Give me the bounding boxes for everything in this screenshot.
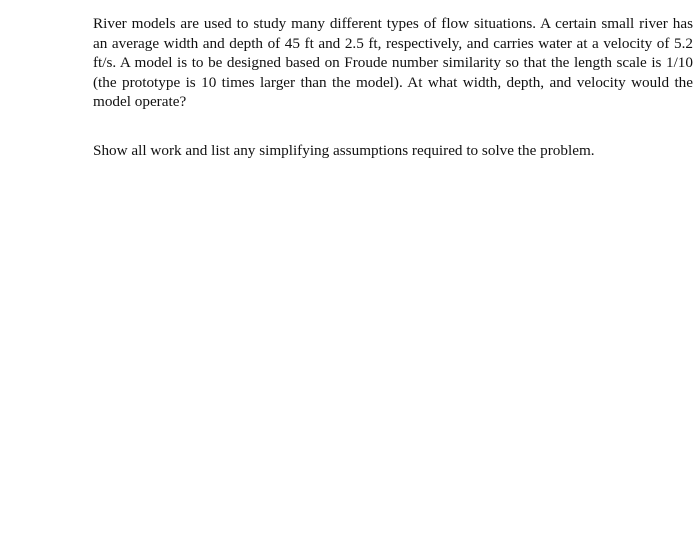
problem-statement: River models are used to study many different types of flow situations. A certain small river has an average width and depth of 45 ft and 2.5 ft, respectively, and carries water at a velocity of 5.2 ft/s. A model is to be designed based on Froude number similarity so that the length scale is 1/10 (the prototype is 10 times larger than the model). At what width, depth, and velocity would the model operate? <box>93 15 693 111</box>
instructions-text: Show all work and list any simplifying assumptions required to solve the problem. <box>93 141 595 159</box>
problem-document <box>93 14 693 161</box>
